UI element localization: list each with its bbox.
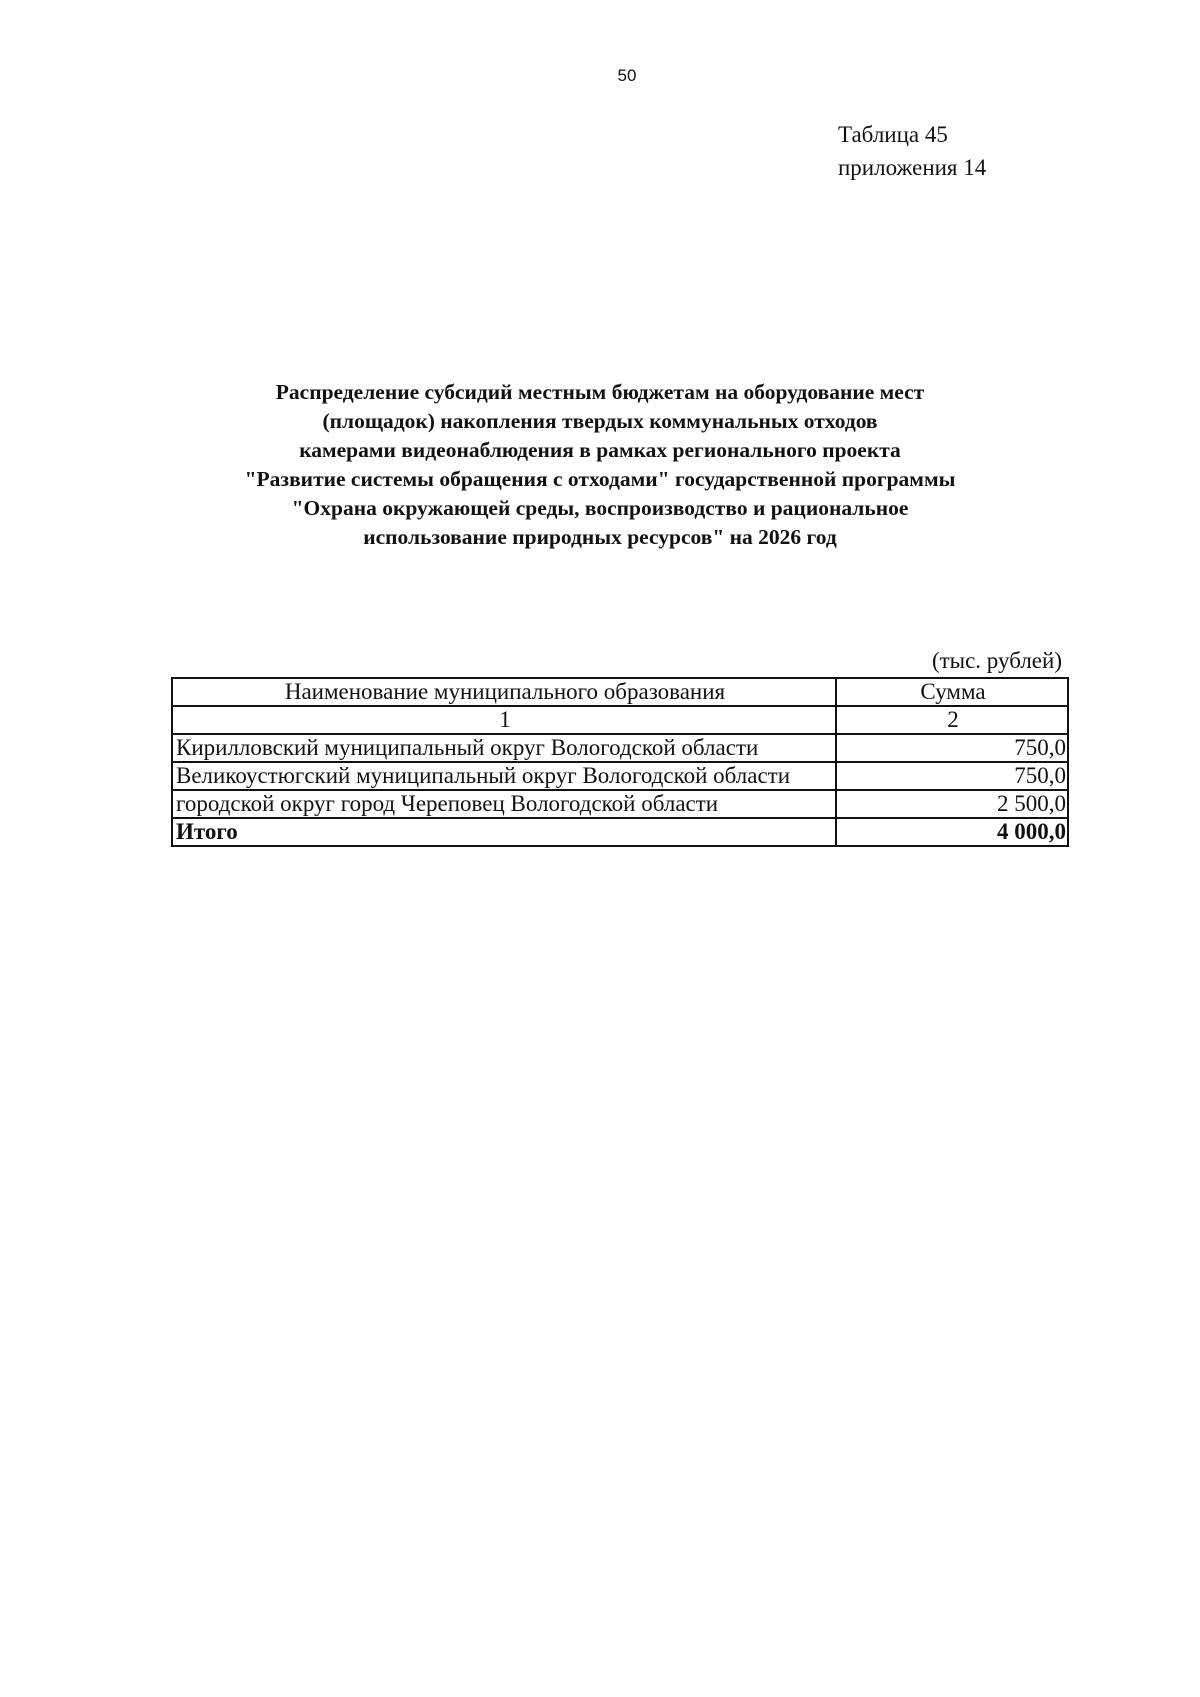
subsidy-amount: 750,0 bbox=[836, 734, 1068, 762]
column-number-2: 2 bbox=[836, 706, 1068, 734]
municipality-name: городской округ город Череповец Вологодской области bbox=[172, 790, 836, 818]
table-row bbox=[172, 790, 1068, 818]
municipality-name: Великоустюгский муниципальный округ Вологодской области bbox=[172, 762, 836, 790]
subsidy-amount: 2 500,0 bbox=[836, 790, 1068, 818]
title-line: (площадок) накопления твердых коммунальных отходов bbox=[322, 409, 878, 433]
total-label: Итого bbox=[172, 818, 836, 846]
table-reference-appendix: приложения 14 bbox=[838, 155, 987, 180]
total-amount: 4 000,0 bbox=[836, 818, 1068, 846]
title-line: Распределение субсидий местным бюджетам на оборудование мест bbox=[275, 380, 925, 404]
table-row bbox=[172, 762, 1068, 790]
header-amount: Сумма bbox=[836, 678, 1068, 706]
title-line: камерами видеонаблюдения в рамках регионального проекта bbox=[299, 438, 901, 462]
title-line: "Охрана окружающей среды, воспроизводство и рациональное bbox=[291, 496, 909, 520]
title-line: "Развитие системы обращения с отходами" государственной программы bbox=[244, 467, 956, 491]
title-line: использование природных ресурсов" на 2026 год bbox=[363, 525, 837, 549]
subsidy-amount: 750,0 bbox=[836, 762, 1068, 790]
column-number-row bbox=[172, 706, 1068, 734]
page-number: 50 bbox=[617, 66, 637, 85]
subsidy-table bbox=[171, 677, 1069, 847]
header-name: Наименование муниципального образования bbox=[172, 678, 836, 706]
document-title bbox=[150, 378, 1050, 552]
column-number-1: 1 bbox=[172, 706, 836, 734]
total-row bbox=[172, 818, 1068, 846]
table-row bbox=[172, 734, 1068, 762]
table-header-row bbox=[172, 678, 1068, 706]
table-reference-number: Таблица 45 bbox=[838, 122, 948, 147]
units-label: (тыс. рублей) bbox=[931, 648, 1062, 673]
table-reference bbox=[838, 118, 986, 184]
municipality-name: Кирилловский муниципальный округ Вологодской области bbox=[172, 734, 836, 762]
